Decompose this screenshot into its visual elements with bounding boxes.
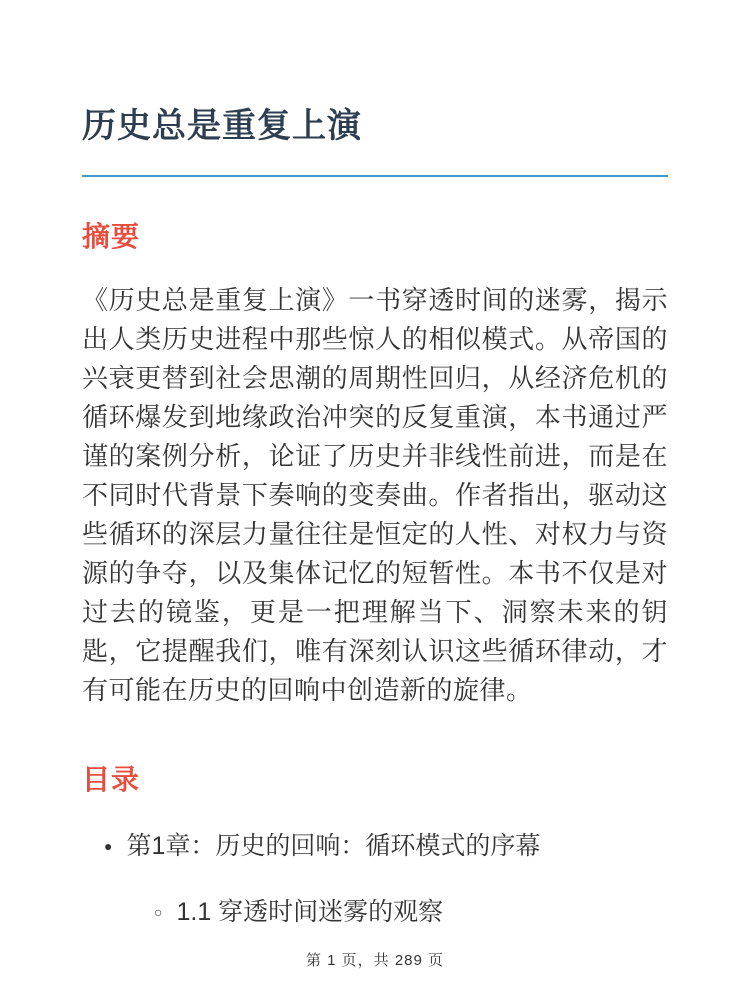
page-number-indicator: 第 1 页，共 289 页	[305, 952, 445, 969]
abstract-section	[82, 215, 668, 710]
document-header	[82, 106, 668, 177]
abstract-paragraph: 《历史总是重复上演》一书穿透时间的迷雾，揭示出人类历史进程中那些惊人的相似模式。从帝国的兴衰更替到社会思潮的周期性回归，从经济危机的循环爆发到地缘政治冲突的反复重演，本书通过严谨的案例分析，论证了历史并非线性前进，而是在不同时代背景下奏响的变奏曲。作者指出，驱动这些循环的深层力量往往是恒定的人性、对权力与资源的争夺，以及集体记忆的短暂性。本书不仅是对过去的镜鉴，更是一把理解当下、洞察未来的钥匙，它提醒我们，唯有深刻认识这些循环律动，才有可能在历史的回响中创造新的旋律。	[82, 284, 668, 705]
page-title: 历史总是重复上演	[82, 107, 362, 145]
toc-item-label: 1.1 穿透时间迷雾的观察	[176, 897, 444, 926]
toc-item-section-1-1	[154, 892, 668, 928]
toc-list	[82, 826, 668, 928]
toc-item-chapter-1	[104, 826, 668, 862]
toc-section	[82, 758, 668, 928]
toc-item-label: 第1章：历史的回响：循环模式的序幕	[126, 831, 541, 860]
toc-heading: 目录	[82, 763, 141, 795]
circle-bullet-icon	[154, 897, 162, 923]
abstract-heading: 摘要	[82, 220, 141, 252]
disc-bullet-icon	[104, 831, 112, 857]
